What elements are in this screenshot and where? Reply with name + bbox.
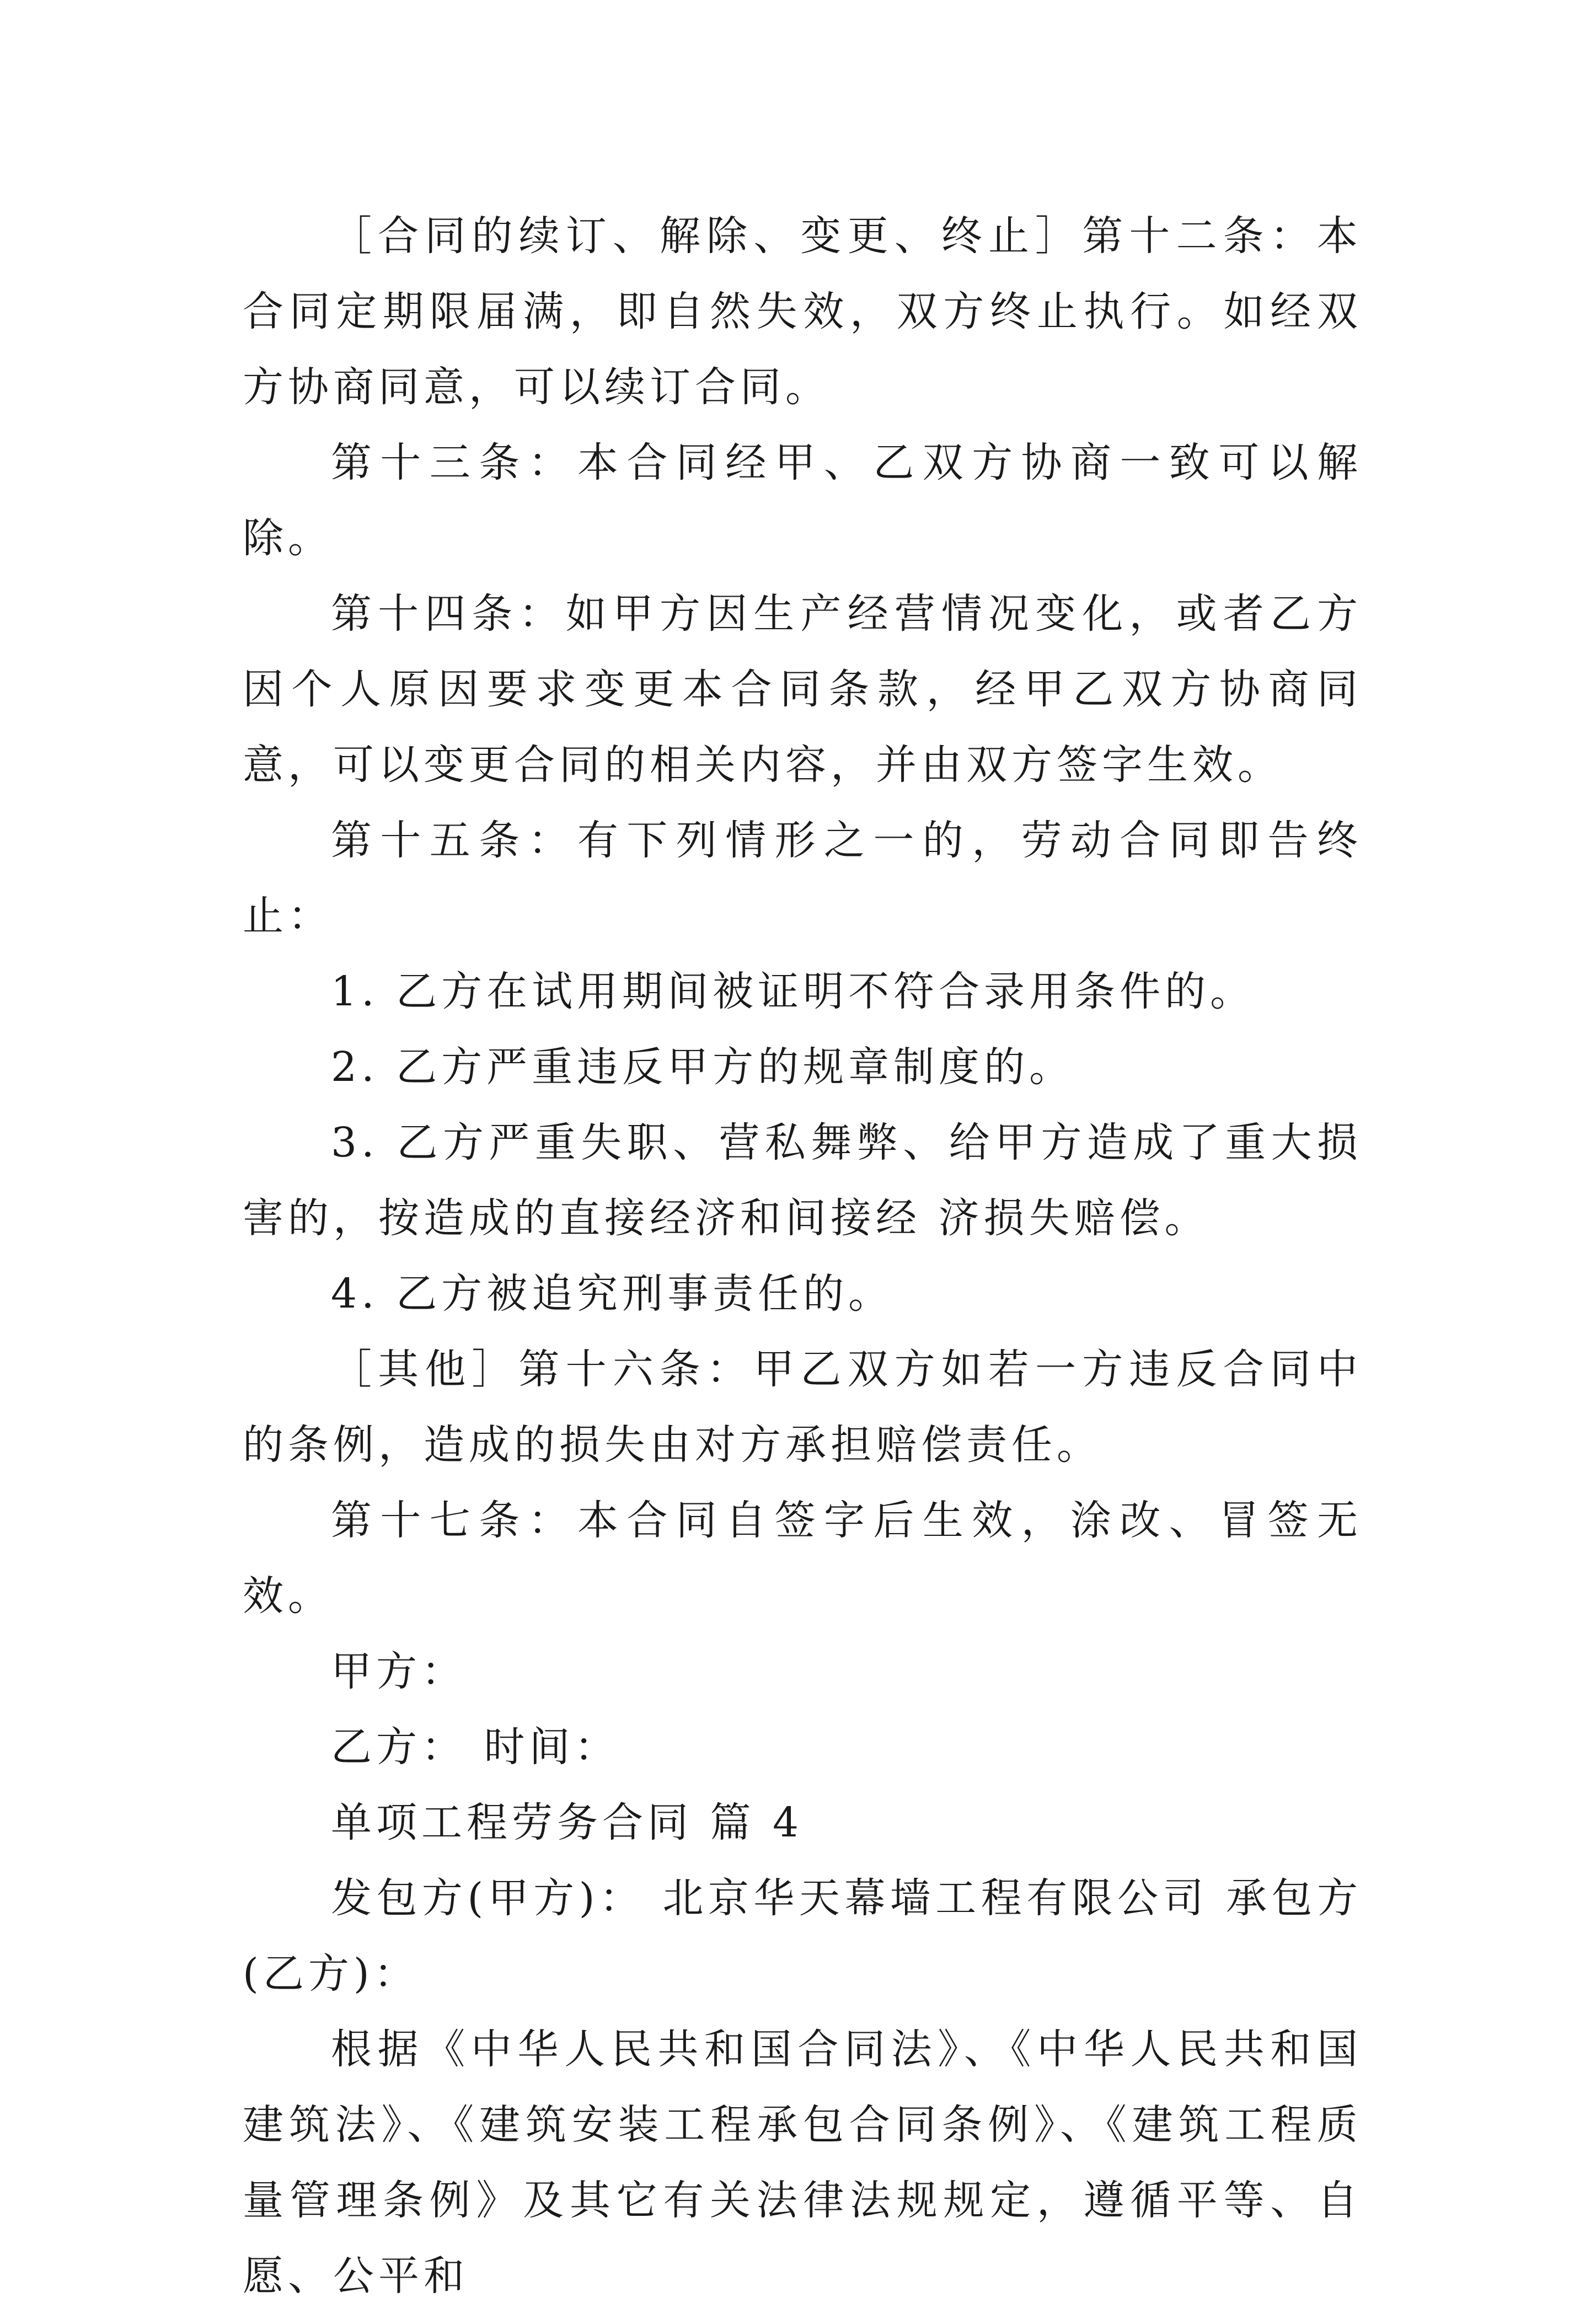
paragraph-article-16: ［其他］第十六条：甲乙双方如若一方违反合同中的条例，造成的损失由对方承担赔偿责任。 (243, 1346, 1362, 1469)
paragraph-article-14: 第十四条：如甲方因生产经营情况变化，或者乙方因个人原因要求变更本合同条款，经甲乙双方协商同意，可以变更合同的相关内容，并由双方签字生效。 (243, 590, 1362, 789)
party-a-signature-line: 甲方： (331, 1648, 467, 1695)
contracting-parties: 发包方(甲方)： 北京华天幕墙工程有限公司 承包方(乙方)： (243, 1874, 1362, 1997)
paragraph-article-15: 第十五条：有下列情形之一的，劳动合同即告终止： (243, 817, 1362, 940)
list-item-2: 2. 乙方严重违反甲方的规章制度的。 (331, 1043, 1075, 1091)
list-item-4: 4. 乙方被追究刑事责任的。 (331, 1270, 894, 1317)
paragraph-article-13: 第十三条：本合同经甲、乙双方协商一致可以解除。 (243, 439, 1362, 562)
paragraph-legal-basis: 根据《中华人民共和国合同法》、《中华人民共和国建筑法》、《建筑安装工程承包合同条例》、《建筑工程质量管理条例》及其它有关法律法规规定，遵循平等、自愿、公平和 (243, 2026, 1362, 2300)
list-item-3: 3. 乙方严重失职、营私舞弊、给甲方造成了重大损害的，按造成的直接经济和间接经 济损失赔偿。 (243, 1119, 1362, 1242)
party-b-signature-line: 乙方： 时间： (331, 1723, 620, 1771)
paragraph-article-17: 第十七条：本合同自签字后生效，涂改、冒签无效。 (243, 1497, 1362, 1620)
list-item-1: 1. 乙方在试用期间被证明不符合录用条件的。 (331, 968, 1256, 1015)
contract-section-title: 单项工程劳务合同 篇 4 (331, 1799, 804, 1846)
document-body (243, 199, 1362, 2314)
paragraph-renewal-termination: ［合同的续订、解除、变更、终止］第十二条：本合同定期限届满，即自然失效，双方终止执行。如经双方协商同意，可以续订合同。 (243, 212, 1362, 411)
